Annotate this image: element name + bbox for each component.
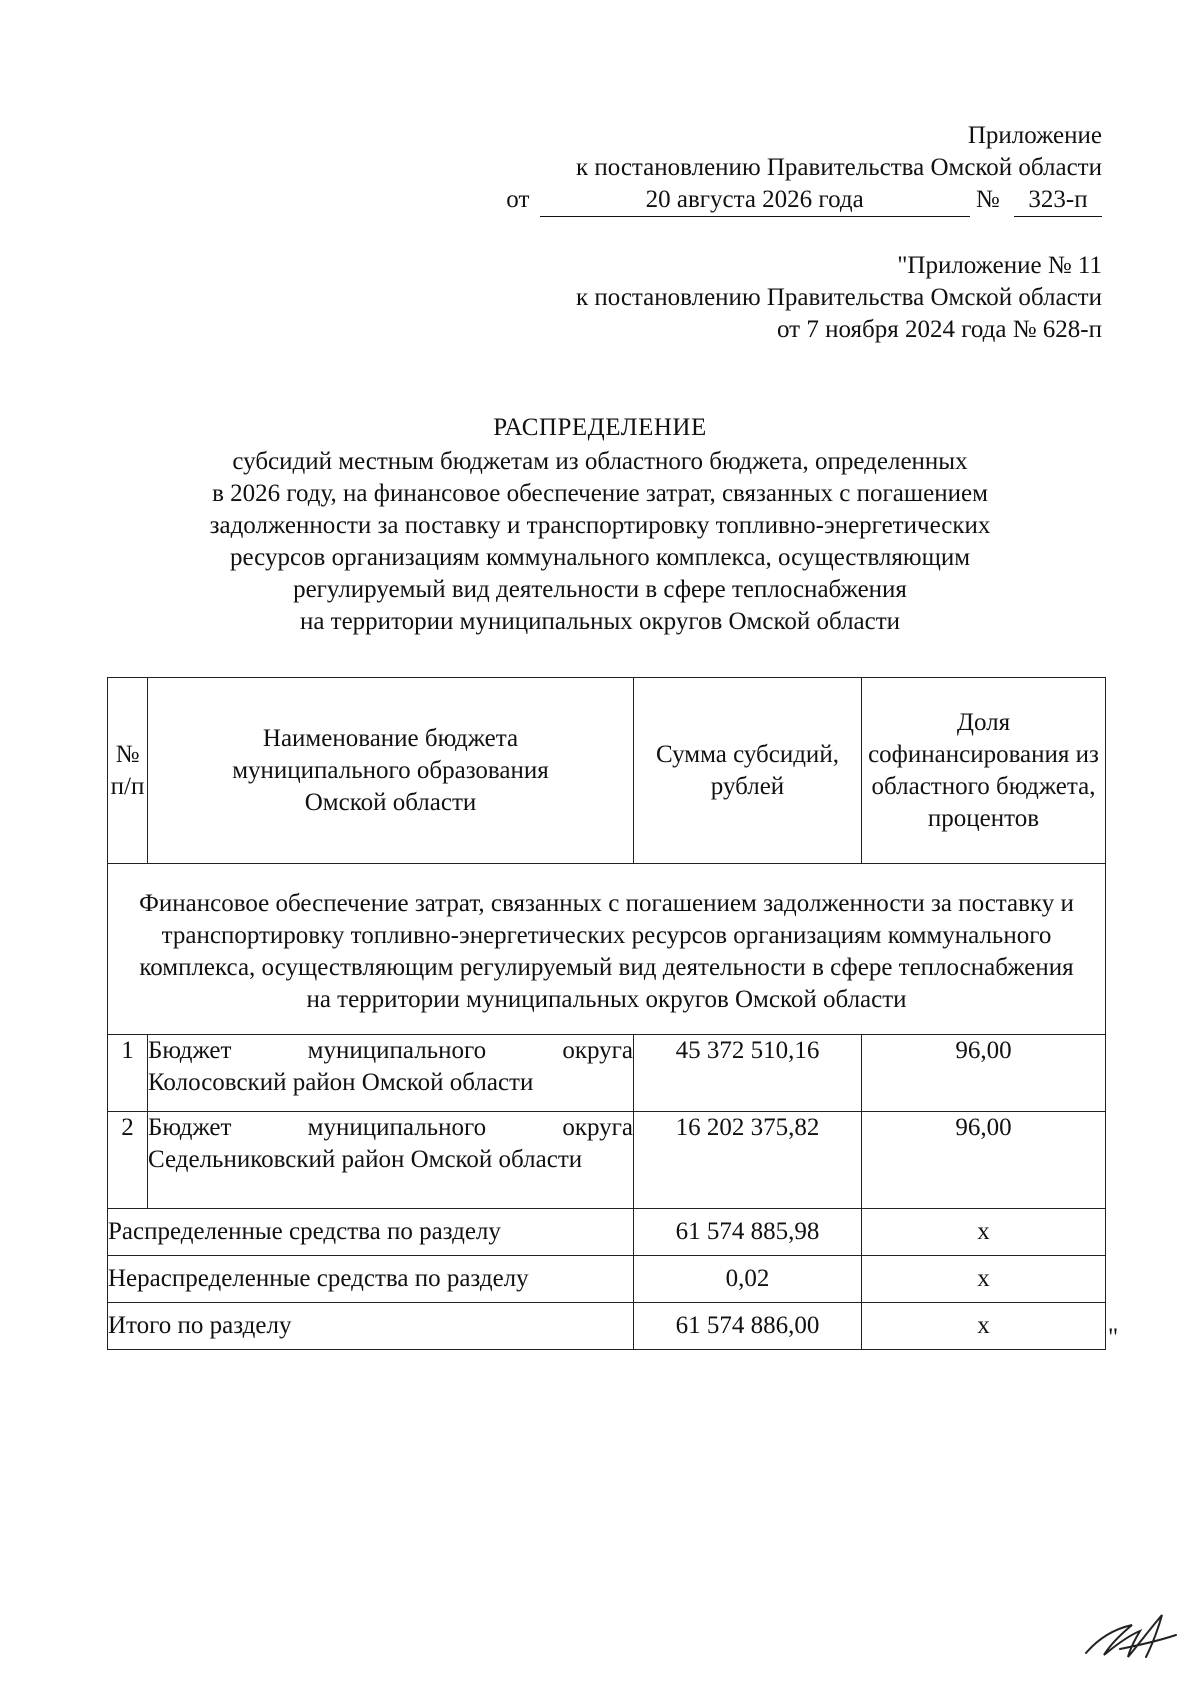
total-row-distributed [108, 1209, 1106, 1256]
resolution-number: 323-п [1014, 184, 1102, 217]
row-num: 2 [108, 1112, 148, 1209]
section-row [108, 864, 1106, 1035]
distribution-table [107, 677, 1106, 1350]
row-name: Бюджет муниципального округа Седельниковский район Омской области [148, 1112, 634, 1209]
title-line: в 2026 году, на финансовое обеспечение затрат, связанных с погашением [212, 480, 988, 507]
title-line: задолженности за поставку и транспортировку топливно-энергетических [209, 512, 991, 539]
total-sum: 0,02 [634, 1256, 862, 1303]
table-row [108, 1035, 1106, 1112]
from-label: от [506, 186, 530, 213]
row-name: Бюджет муниципального округа Колосовский район Омской области [148, 1035, 634, 1112]
appendix-header [506, 120, 1102, 217]
table-header-row [108, 678, 1106, 864]
title-line: ресурсов организациям коммунального комплекса, осуществляющим [229, 544, 971, 571]
total-sum: 61 574 886,00 [634, 1303, 862, 1350]
header-num: № п/п [108, 678, 148, 864]
total-sum: 61 574 885,98 [634, 1209, 862, 1256]
appendix-resolution: к постановлению Правительства Омской области [575, 154, 1102, 181]
title-line: регулируемый вид деятельности в сфере теплоснабжения [293, 576, 907, 603]
header-sum: Сумма субсидий, рублей [634, 678, 862, 864]
prior-appendix-date: от 7 ноября 2024 года № 628-п [777, 316, 1102, 343]
row-num: 1 [108, 1035, 148, 1112]
total-label: Распределенные средства по разделу [108, 1209, 634, 1256]
signature-icon [1080, 1605, 1180, 1665]
row-share: 96,00 [862, 1035, 1106, 1112]
document-title [100, 412, 1100, 638]
resolution-date: 20 августа 2026 года [540, 184, 970, 217]
total-label: Нераспределенные средства по разделу [108, 1256, 634, 1303]
title-line: субсидий местным бюджетам из областного бюджета, определенных [232, 448, 968, 475]
document-heading: РАСПРЕДЕЛЕНИЕ [493, 414, 707, 441]
total-share: x [862, 1256, 1106, 1303]
row-share: 96,00 [862, 1112, 1106, 1209]
header-share: Доля софинансирования из областного бюджета, процентов [862, 678, 1106, 864]
appendix-title: Приложение [967, 122, 1102, 149]
total-row-grand [108, 1303, 1106, 1350]
header-name: Наименование бюджета муниципального образования Омской области [148, 678, 634, 864]
prior-appendix-resolution: к постановлению Правительства Омской области [575, 284, 1102, 311]
appendix-date-line [506, 184, 1102, 217]
section-title: Финансовое обеспечение затрат, связанных с погашением задолженности за поставку и транспортировку топливно-энергетических ресурсов организациям коммунального комплекса, осуществляющим регулируемый вид деятельности в сфере теплоснабжения на территории муниципальных округов Омской области [108, 864, 1106, 1035]
prior-appendix-header [576, 250, 1102, 346]
table-row [108, 1112, 1106, 1209]
total-share: x [862, 1209, 1106, 1256]
row-sum: 45 372 510,16 [634, 1035, 862, 1112]
prior-appendix-title: "Приложение № 11 [897, 252, 1102, 279]
title-line: на территории муниципальных округов Омской области [299, 608, 901, 635]
row-sum: 16 202 375,82 [634, 1112, 862, 1209]
number-label: № [975, 186, 1000, 213]
total-share: x [862, 1303, 1106, 1350]
total-label: Итого по разделу [108, 1303, 634, 1350]
closing-quote: " [1108, 1324, 1119, 1351]
total-row-undistributed [108, 1256, 1106, 1303]
